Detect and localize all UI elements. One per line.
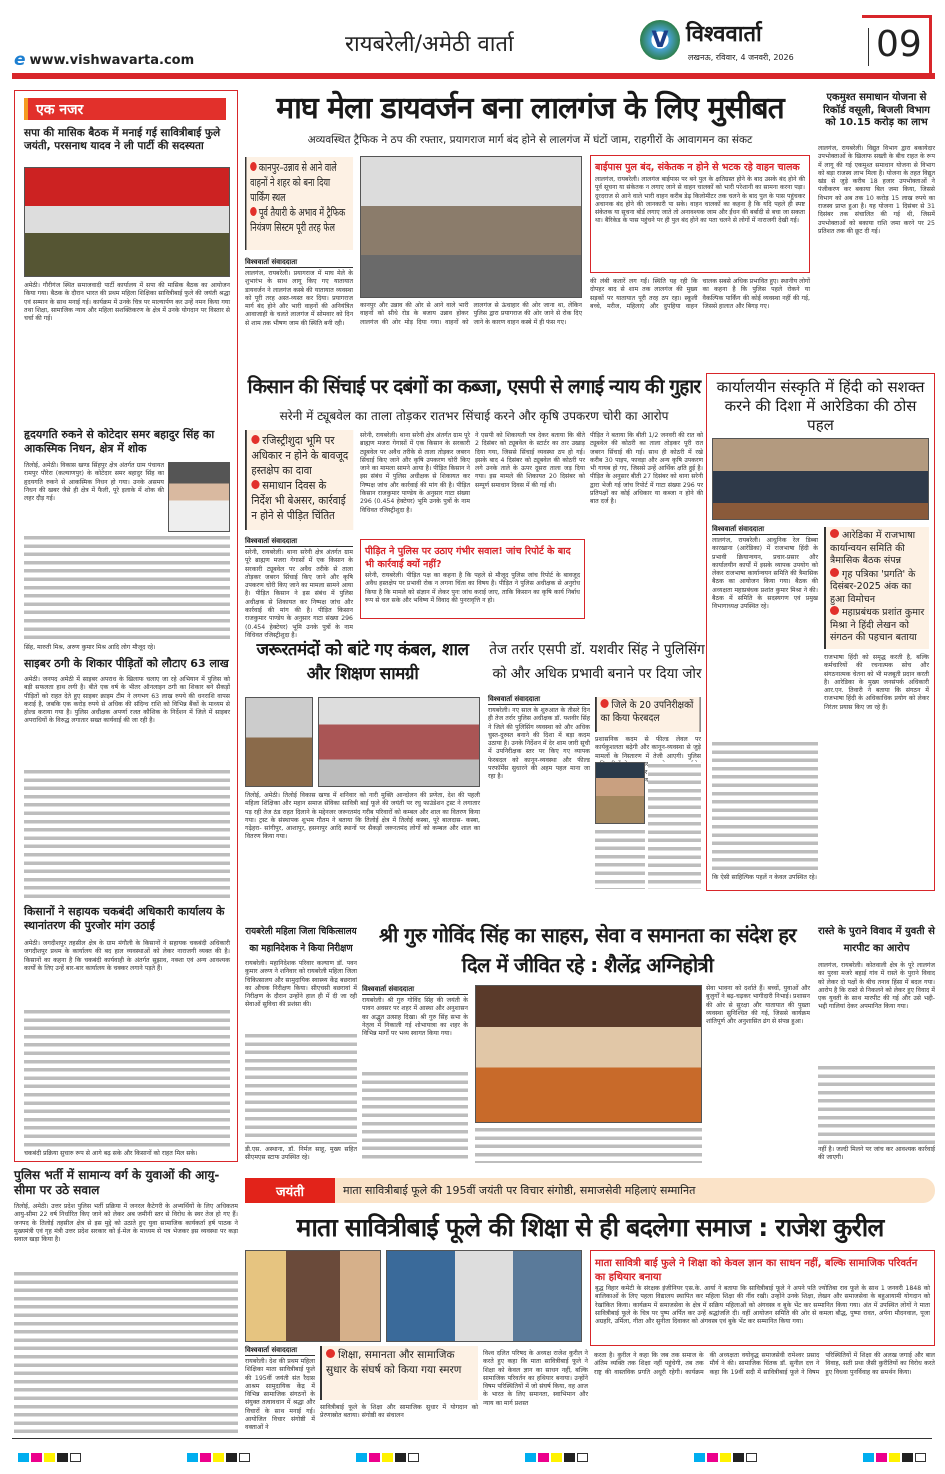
text-lines	[245, 1032, 357, 1144]
byline: विश्ववार्ता संवाददाता	[362, 985, 468, 995]
text-lines	[818, 1064, 935, 1146]
story-headline: जरूरतमंदों को बांटे गए कंबल, शाल और शिक्षण सामग्री	[256, 640, 469, 684]
story-tail: चकबंदी प्रक्रिया सुचारु रूप से आगे बढ़ सके और किसानों को राहत मिल सके।	[24, 1150, 198, 1157]
box-body: लालगंज, रायबरेली। लालगंज बाईपास पर बने पुल के क्षतिग्रस्त होने के बाद उसके बंद होने की पूर्व सूचना या संकेतक न लगाए जाने से वाहन चालकों को भारी परेशानी का सामना करना पड़ा। दूरदराज से आने वाले भारी वाहन करीब डेढ़ किलोमीटर तक चलने के बाद पुल के पास पहुंचकर अचानक बंद होने की जानकारी पा सके। वाहन चालकों का कहना है कि यदि पहले ही स्पष्ट संकेतक या सूचना बोर्ड लगाए जाते तो अनावश्यक जाम और ईंधन की बर्बादी से बचा जा सकता था। बैरिकेड के पास पहुंचने पर ही पुल बंद होने का पता चलने से लोगों में नाराजगी देखी गई।	[595, 176, 805, 225]
story-headline: श्री गुरु गोविंद सिंह का साहस, सेवा व समानता का संदेश हर दिल में जीवित रहे : शैलेंद्र अग्निहोत्री	[379, 923, 796, 977]
story-title: पुलिस भर्ती में सामान्य वर्ग के युवाओं की आयु-सीमा पर उठे सवाल	[14, 1168, 220, 1197]
story-headline: कार्यालयीन संस्कृति में हिंदी को सशक्त करने की दिशा में आरेडिका की ठोस पहल	[716, 378, 925, 434]
story-body: रायबरेली। देश की प्रथम महिला शिक्षिका माता सावित्रीबाई फूले की 195वीं जयंती संत रैदास आश्रम सामुदायिक केंद्र में विभिन्न सामाजिक संगठनों के संयुक्त तत्वावधान में श्रद्धा और विचारों के साथ मनाई गई। आयोजित विचार संगोष्ठी में वक्ताओं ने	[245, 1358, 315, 1432]
oredika-highlights	[824, 527, 929, 649]
photo-savitri-2	[386, 1250, 582, 1342]
story-body: अमेठी। गौरीगंज स्थित समाजवादी पार्टी कार्यालय में सपा की मासिक बैठक का आयोजन किया गया। बैठक के दौरान भारत की प्रथम महिला शिक्षिका सावित्रीबाई फुले की जयंती श्रद्धा एवं सम्मान के साथ मनाई गई। कार्यक्रम में उनके चित्र पर माल्यार्पण कर उन्हें नमन किया गया तथा शिक्षा, सामाजिक न्याय और महिला सशक्तिकरण के क्षेत्र में उनके योगदान पर विस्तार से चर्चा की गई।	[24, 282, 230, 323]
story-headline: किसान की सिंचाई पर दबंगों का कब्जा, एसपी से लगाई न्याय की गुहार	[247, 375, 701, 398]
story-body: सरेनी, रायबरेली। थाना सरेनी क्षेत्र अंतर्गत ग्राम पूरे ब्राह्मण मजरा गेगासों में एक किसान के सरकारी ट्यूबवेल पर अवैध तरीके से ताला तोड़कर जबरन सिंचाई किए जाने और कृषि उपकरण चोरी किए जाने का मामला सामने आया है। पीड़ित किसान ने इस संबंध में पुलिस अधीक्षक से शिकायत कर निष्पक्ष जांच और कार्रवाई की मांग की है। पीड़ित किसान राजकुमार पाण्डेय के अनुसार गाटा संख्या 296 (0.454 हेक्टेयर) भूमि उनके पुत्रों के नाम विधिवत रजिस्ट्रीशुदा है।	[360, 432, 470, 514]
bullet-icon	[830, 529, 839, 538]
photo-blanket-2	[318, 697, 480, 787]
story-subheadline: सरेनी में ट्यूबवेल का ताला तोड़कर रातभर सिंचाई करने और कृषि उपकरण चोरी का आरोप	[279, 409, 669, 423]
kicker: माता सावित्रीबाई फूले की 195वीं जयंती पर विचार संगोष्ठी, समाजसेवी महिलाएं सम्मानित	[343, 1184, 696, 1197]
highlight-item: शिक्षा, समानता और सामाजिक सुधार के संघर्ष को किया गया स्मरण	[326, 1349, 462, 1376]
bullet-icon	[600, 699, 608, 708]
page-number: 09	[876, 24, 922, 65]
story-body: लालगंज, रायबरेली। विद्युत विभाग द्वारा बकायेदार उपभोक्ताओं के खिलाफ सख्ती के बीच राहत के रूप में लागू की गई एकमुश्त समाधान योजना से विभाग को बड़ा राजस्व लाभ मिला है। योजना के तहत विद्युत खंड से जुड़े करीब 18 हजार उपभोक्ताओं ने पंजीकरण कर बकाया बिल जमा किया, जिससे विभाग को अब तक 10 करोड़ 15 लाख रुपये का राजस्व प्राप्त हुआ है। यह योजना 1 दिसंबर से 31 दिसंबर तक संचालित की गई थी, जिसमें उपभोक्ताओं को बकाया राशि जमा करने पर 25 प्रतिशत तक की छूट दी गई।	[818, 145, 935, 235]
box-body: बुद्ध विहार कमेटी के संरक्षक इंजीनियर एस.के. आर्या ने बताया कि सावित्रीबाई फूले ने अपने पति ज्योतिबा राव फूले के साथ 1 जनवरी 1848 को बालिकाओं के लिए पहला विद्यालय स्थापित कर महिला शिक्षा की नींव रखी। उन्होंने उनके शिक्षा, लेखन और समाजसेवा के बहुआयामी योगदान को रेखांकित किया। कार्यक्रम में समाजसेवा के क्षेत्र में सक्रिय महिलाओं को अंगवस्त्र व बुके भेंट कर सम्मानित किया गया। अंत में उपस्थित लोगों ने माता सावित्रीबाई फूले के चित्र पर पुष्प अर्पित कर उन्हें श्रद्धांजलि दी। वहीं आयोजन समिति की ओर से कमला बौद्ध, पुष्पा रावत, अर्पना मौदनवाल, पूजा अग्रहरि, उर्मिला, गीता और सुनीता दिवाकर को अंगवस्त्र एवं बुके भेंट कर सम्मानित किया गया।	[595, 1285, 930, 1326]
text-lines	[712, 740, 818, 870]
story-body: रायबरेली। महानिदेशक परिवार कल्याण डॉ. पवन कुमार अरुण ने शनिवार को रायबरेली महिला जिला चिकित्सालय और सामुदायिक स्वास्थ्य केंद्र बछरावां का औचक निरीक्षण किया। सीएचसी बछरावां में निरीक्षण के दौरान उन्होंने हाल ही में दी जा रही सेवाओं सुविधा की प्रशंसा की।	[245, 960, 357, 1009]
photo-guru-gobind-singh-event	[475, 985, 702, 1123]
photo-sp	[595, 762, 645, 824]
highlight-item: कानपुर–उन्नाव से आने वाले वाहनों ने शहर को बना दिया पार्किंग स्थल	[250, 161, 337, 204]
story-title: रास्ते के पुराने विवाद में युवती से मारपीट का आरोप	[818, 926, 935, 954]
page-number-box	[862, 15, 932, 75]
story-headline: माता सावित्रीबाई फूले की शिक्षा से ही बदलेगा समाज : राजेश कुरील	[296, 1213, 884, 1242]
story-body: रायबरेली। नए साल के शुरुआत के तीसरे दिन ही तेज तर्रार पुलिस अधीक्षक डॉ. यशवीर सिंह ने जिले की पुलिसिंग व्यवस्था को और अधिक चुस्त-दुरुस्त बनाने की दिशा में बड़ा कदम उठाया है। उनके निर्देशन में देर शाम जारी सूची में उपनिरीक्षक स्तर पर किए गए व्यापक फेरबदल को कानून-व्यवस्था और फील्ड परफॉर्मेंस सुधारने की अहम पहल माना जा रहा है।	[488, 707, 590, 781]
box-title: माता सावित्री बाई फुले ने शिक्षा को केवल ज्ञान का साधन नहीं, बल्कि सामाजिक परिवर्तन का हथियार बनाया	[595, 1258, 918, 1283]
bullet-icon	[830, 606, 839, 615]
lead-body: की लंबी कतारें लग गईं। स्थिति यह रही कि दोपहर बाद से शाम तक लालगंज की मुख्य सड़कों पर यातायात पूरी तरह ठप रहा। स्कूली बच्चे, मरीज, महिलाएं और दुपहिया वाहन चालक सबसे अधिक प्रभावित हुए। स्थानीय लोगों का कहना है कि पुलिस पहले रोकने या वैकल्पिक पार्किंग की कोई व्यवस्था नहीं की गई, जिससे हालात और बिगड़ गए।	[590, 278, 811, 310]
print-registration-marks	[18, 1447, 928, 1466]
ek-nazar-tag: एक नजर	[24, 98, 226, 120]
photo-oredika-meeting	[712, 438, 929, 520]
story-title: रायबरेली महिला जिला चिकित्सालय का महानिदेशक ने किया निरीक्षण	[245, 926, 357, 954]
website-url[interactable]: e www.vishwavarta.com	[14, 50, 195, 70]
byline: विश्ववार्ता संवाददाता	[245, 258, 353, 268]
story-body: राजभाषा हिंदी को समृद्ध करती है, बल्कि कर्मचारियों की रचनात्मक सोच और संगठनात्मक चेतना को भी मजबूती प्रदान करती है। आरेडिका के मुख्य जनसंपर्क अधिकारी आर.एन. तिवारी ने बताया कि संगठन में राजभाषा हिंदी के अधिकाधिक प्रयोग को लेकर निरंतर प्रयास किए जा रहे हैं।	[824, 654, 929, 711]
photo-blanket-1	[245, 697, 313, 787]
section-title: रायबरेली/अमेठी वार्ता	[345, 32, 514, 57]
story-title: किसानों ने सहायक चकबंदी अधिकारी कार्यालय के स्थानांतरण की पुरजोर मांग उठाई	[24, 905, 225, 932]
story-title: हृदयगति रुकने से कोटेदार समर बहादुर सिंह का आकस्मिक निधन, क्षेत्र में शोक	[24, 428, 215, 455]
sp-highlight	[595, 697, 701, 732]
story-body: सावित्रीबाई फूले के शिक्षा और सामाजिक सुधार में योगदान को प्रेरणास्रोत बताया। संगोष्ठी का संचालन	[320, 1404, 478, 1420]
story-title: सपा की मासिक बैठक में मनाई गई सावित्रीबाई फुले जयंती, परसनाथ यादव ने ली पार्टी की सदस्यता	[24, 127, 221, 153]
police-question-box	[360, 539, 585, 619]
color-swatch-group	[525, 1447, 590, 1466]
text-lines	[362, 1070, 468, 1162]
text-lines	[648, 762, 701, 889]
story-title: साइबर ठगी के शिकार पीड़ितों को लौटाए 63 लाख	[24, 657, 229, 670]
story2-highlights	[245, 430, 353, 530]
color-swatch-group	[187, 1447, 252, 1466]
bullet-icon	[250, 207, 257, 216]
header-rule	[12, 73, 935, 79]
lead-highlights	[245, 157, 353, 250]
color-swatch-group	[18, 1447, 83, 1466]
photo-savitri-1	[245, 1250, 381, 1342]
highlight-item: रजिस्ट्रीशुदा भूमि पर अधिकार न होने के बावजूद हस्तक्षेप का दावा	[251, 434, 349, 477]
story-body: विश्व दलित परिषद के अध्यक्ष राजेश कुरील ने करते हुए कहा कि माता सावित्रीबाई फूले ने शिक्षा को केवल ज्ञान का साधन नहीं, बल्कि सामाजिक परिवर्तन का हथियार बनाया। उन्होंने विषम परिस्थितियों में जो संघर्ष किया, वह आज के भारत के लिए समानता, स्वाभिमान और न्याय का मार्ग प्रशस्त	[483, 1350, 588, 1407]
color-swatch-group	[863, 1447, 928, 1466]
story-body: तिलोई, अमेठी। विकास खण्ड सिंहपुर क्षेत्र अंतर्गत ग्राम पंचायत रामपुर पौरेरा (कल्याणपुर) के कोटेदार समर बहादुर सिंह का हृदयगति रुकने से आकस्मिक निधन हो गया। उनके असमय निधन की खबर जैसे ही क्षेत्र में फैली, पूरे इलाके में शोक की लहर दौड़ गई।	[24, 462, 164, 503]
lead-body: लालगंज, रायबरेली। प्रयागराज में माघ मेले के शुभारंभ के साथ लागू किए गए यातायात डायवर्जन ने लालगंज कस्बे की यातायात व्यवस्था को पूरी तरह अस्त-व्यस्त कर दिया। प्रयागराज मार्ग बंद होने और भारी वाहनों की अनियंत्रित आवाजाही के चलते लालगंज में सोमवार को दिन से शाम तक भीषण जाम की स्थिति बनी रही।	[245, 270, 353, 327]
box-title: बाईपास पुल बंद, संकेतक न होने से भटक रहे वाहन चालक	[595, 162, 800, 173]
box-title: पीड़ित ने पुलिस पर उठाए गंभीर सवाल! जांच रिपोर्ट के बाद भी कार्रवाई क्यों नहीं?	[365, 546, 571, 570]
text-lines	[475, 1126, 702, 1163]
jayanti-tag: जयंती	[245, 1178, 335, 1203]
story-body: करता है। कुरील ने कहा कि जब तक समाज के अंतिम व्यक्ति तक शिक्षा नहीं पहुंचेगी, तब तक राष्ट्र की वास्तविक प्रगति अधूरी रहेगी। कार्यक्रम की अध्यक्षता वयोवृद्ध समाजसेवी रामेश्वर प्रसाद मौर्य ने की। सामाजिक चिंतक डॉ. सुनील दत्त ने कहा कि 19वीं सदी में सावित्रीबाई फूले ने विषम परिस्थितियों में शिक्षा की अलख जगाई और बाल विवाह, सती प्रथा जैसी कुरीतियों का विरोध करते हुए विधवा पुनर्विवाह का समर्थन किया।	[594, 1352, 935, 1376]
bullet-icon	[250, 162, 257, 171]
story-body: रायबरेली। श्री गुरु गोविंद सिंह की जयंती के पावन अवसर पर शहर में आस्था और अनुशासन का अद्भुत उत्साह दिखा। श्री गुरु सिंह सभा के नेतृत्व में निकाली गई शोभायात्रा का शहर के विभिन्न मार्गों पर भव्य स्वागत किया गया।	[362, 997, 468, 1038]
story-tail: डी.एस. अस्थाना, डॉ. निर्मल साहू, मुख्य सहित सीएमएस स्टाफ उपस्थित रहे।	[245, 1146, 357, 1162]
browser-e-icon: e	[14, 50, 26, 70]
lead-headline: माघ मेला डायवर्जन बना लालगंज के लिए मुसीबत	[276, 91, 784, 126]
story-body: लालगंज, रायबरेली। कोतवाली क्षेत्र के पूरे लालगंज का पुरवा मजरे बहाई गांव में रास्ते के पुराने विवाद को लेकर दो पक्षों के बीच तनाव हिंसा में बदल गया। आरोप है कि रास्ते से निकलने को लेकर हुए विवाद में एक युवती के साथ मारपीट की गई और उसे भद्दी-भद्दी गालियां देकर अपमानित किया गया।	[818, 962, 935, 1011]
story-body: सरेनी, रायबरेली। थाना सरेनी क्षेत्र अंतर्गत ग्राम पूरे ब्राह्मण मजरा गेगासों में एक किसान के सरकारी ट्यूबवेल पर अवैध तरीके से ताला तोड़कर जबरन सिंचाई किए जाने और कृषि उपकरण चोरी किए जाने का मामला सामने आया है। पीड़ित किसान ने इस संबंध में पुलिस अधीक्षक से शिकायत कर निष्पक्ष जांच और कार्रवाई की मांग की है। पीड़ित किसान राजकुमार पाण्डेय के अनुसार गाटा संख्या 296 (0.454 हेक्टेयर) भूमि उनके पुत्रों के नाम विधिवत रजिस्ट्रीशुदा है।	[245, 549, 353, 639]
byline: विश्ववार्ता संवाददाता	[712, 525, 818, 535]
text-lines	[24, 1008, 230, 1148]
bullet-icon	[830, 568, 839, 577]
highlight-item: समाधान दिवस के निर्देश भी बेअसर, कार्रवाई न होने से पीड़ित चिंतित	[251, 479, 346, 522]
story-body: प्रशासनिक कदम से फील्ड लेवल पर कार्यकुशलता बढ़ेगी और कानून-व्यवस्था से जुड़े मामलों के निस्तारण में तेजी आएगी। पुलिस	[595, 736, 701, 760]
savitri-box	[590, 1250, 935, 1346]
text-lines	[14, 1270, 238, 1438]
photo-traffic-protest	[360, 156, 582, 298]
story-body: लालगंज, रायबरेली। आधुनिक रेल डिब्बा कारखाना (आरेडिका) में राजभाषा हिंदी के प्रभावी क्रियान्वयन, प्रचार-प्रसार और कार्यालयीन कार्यों में इसके व्यापक उपयोग को लेकर राजभाषा कार्यान्वयन समिति की त्रैमासिक बैठक का आयोजन किया गया। बैठक की अध्यक्षता महाप्रबंधक प्रशांत कुमार मिश्रा ने की। बैठक में समिति के सदस्यगण एवं प्रमुख विभागाध्यक्ष उपस्थित रहे।	[712, 537, 818, 611]
story-title: एकमुश्त समाधान योजना से रिकॉर्ड वसूली, बिजली विभाग को 10.15 करोड़ का लाभ	[823, 92, 930, 128]
story-body: पीड़ित ने बताया कि बीती 1/2 जनवरी की रात को ट्यूबवेल की कोठरी का ताला तोड़कर पूरी रात जबरन सिंचाई की गई। साथ ही कोठरी में रखे करीब 30 पाइप, फावड़ा और अन्य कृषि उपकरण भी गायब हो गए, जिससे उन्हें आर्थिक क्षति हुई है। पीड़ित के अनुसार बीती 27 दिसंबर को थाना सरेनी द्वारा भेजी गई जांच रिपोर्ट में गाटा संख्या 296 पर प्रतिपक्षों का कोई अधिकार या कब्जा न होने की बात दर्ज है।	[590, 432, 703, 506]
story-headline: तेज तर्रार एसपी डॉ. यशवीर सिंह ने पुलिसिंग को और अधिक प्रभावी बनाने पर दिया जोर	[489, 642, 705, 682]
text-lines	[24, 768, 230, 898]
highlight-item: आरेडिका में राजभाषा कार्यान्वयन समिति की त्रैमासिक बैठक संपन्न	[830, 530, 916, 566]
lead-body: कानपुर और उन्नाव की ओर से आने वाले भारी वाहनों को सीधे रोड के बजाय उन्नाव होकर लालगंज की ओर मोड़ दिया गया। वाहनों को लालगंज से ऊंचाहार की ओर जाना था, लेकिन पुलिस द्वारा प्रयागराज की ओर जाने से रोक दिए जाने के कारण वाहन कस्बे में ही फंस गए।	[360, 302, 582, 326]
brand-name: विश्ववार्ता	[686, 22, 762, 47]
photo-kotedar	[168, 462, 230, 532]
highlight-item: गृह पत्रिका 'प्रगति' के दिसंबर-2025 अंक का हुआ विमोचन	[830, 568, 916, 605]
story-tail: नहीं है। जल्दी मिलने पर जांच कर आवश्यक कार्रवाई की जाएगी।	[818, 1146, 935, 1162]
story-tail: सिंह, मारुती मिश्र, अरुण कुमार मिश्र आदि लोग मौजूद रहे।	[24, 644, 156, 651]
photo-sp-meeting	[24, 167, 230, 277]
story-body: अमेठी। जनपद अमेठी में साइबर अपराध के खिलाफ चलाए जा रहे अभियान में पुलिस को बड़ी सफलता हाथ लगी है। बीते एक वर्ष के भीतर ऑनलाइन ठगी का शिकार बने सैकड़ों पीड़ितों को राहत देते हुए साइबर क्राइम टीम ने लगभग 63 लाख रुपये की धनराशि वापस कराई है, जबकि एक करोड़ रुपये से अधिक की संदिग्ध राशि को विभिन्न बैंकों के माध्यम से होल्ड कराया गया है। पुलिस अधीक्षक अपर्णा रजत कौशिक के निर्देशन में जिले में साइबर अपराधियों के विरुद्ध लगातार सख्त कार्यवाई की जा रही है।	[24, 676, 230, 725]
byline: विश्ववार्ता संवाददाता	[245, 537, 353, 547]
footer-rule	[12, 1438, 932, 1439]
highlight-item: महाप्रबंधक प्रशांत कुमार मिश्रा ने हिंदी लेखन को संगठन की पहचान बताया	[830, 607, 925, 643]
story-body: तिलोई, अमेठी। तिलोई विकास खण्ड में शनिवार को नारी मुक्ति आन्दोलन की प्रणेता, देश की पहली महिला शिक्षिका और महान समाज सेविका सावित्री बाई फूले की जयंती पर रघु फाउंडेशन ट्रस्ट ने लगातार पड़ रही तेज ठंड राहत दिलाने के मद्देनजर जरूरतमंद गरीब परिवारों को कम्बल और शाल का वितरण किया गया। ट्रस्ट के संस्थापक शुभम गौतम ने बताया कि तिलोई क्षेत्र में तिलोई कस्बा, पूरे बालदास- कस्बा, गढ़ेहरा- सांगीपुर, आशापुर, हसनापुर आदि स्थानों पर सैकड़ों जरूरतमंद लोगों को कम्बल और शाल का वितरण किया गया।	[245, 792, 480, 841]
color-swatch-group	[694, 1447, 759, 1466]
dateline: लखनऊ, रविवार, 4 जनवरी, 2026	[688, 53, 794, 62]
bullet-icon	[326, 1349, 335, 1358]
story-body: तिलोई, अमेठी। उत्तर प्रदेश पुलिस भर्ती प्रक्रिया में जनरल कैटेगरी के अभ्यर्थियों के लिए अधिकतम आयु-सीमा 22 वर्ष निर्धारित किए जाने को लेकर अब जमीनी स्तर से विरोध के स्वर तेज हो गए हैं। जनपद के तिलोई तहसील क्षेत्र से इस मुद्दे को उठाते हुए युवा सामाजिक कार्यकर्ता हर्ष पाठक ने मुख्यमंत्री एवं गृह मंत्री उत्तर प्रदेश सरकार को ई-मेल के माध्यम से पत्र भेजकर इस व्यवस्था पर कड़ा सवाल खड़ा किया है।	[14, 1203, 238, 1244]
bullet-icon	[251, 435, 259, 444]
highlight-item: पूर्व तैयारी के अभाव में ट्रैफिक नियंत्रण सिस्टम पूरी तरह फेल	[250, 206, 346, 234]
lead-subheadline: अव्यवस्थित ट्रैफिक ने ठप की रफ्तार, प्रयागराज मार्ग बंद होने से लालगंज में घंटों जाम, राहगीरों के आवागमन का संकट	[307, 134, 753, 146]
byline: विश्ववार्ता संवाददाता	[245, 1346, 315, 1356]
bullet-icon	[251, 480, 259, 489]
box-body: सरेनी, रायबरेली। पीड़ित पक्ष का कहना है कि पहले से मौजूद पुलिस जांच रिपोर्ट के बावजूद अवैध हस्तक्षेप पर प्रभावी रोक न लगना चिंता का विषय है। पीड़ित ने पुलिस अधीक्षक से अनुरोध किया है कि मामले को संज्ञान में लेकर पुनः जांच कराई जाए, ताकि किसान का कृषि कार्य निर्बाध रूप से चल सके और भविष्य में विवाद की पुनरावृत्ति न हो।	[365, 572, 580, 604]
story-body: सेवा भावना को दर्शाते हैं। बच्चों, युवाओं और बुजुर्गों ने बढ़-चढ़कर भागीदारी निभाई। प्रशासन की ओर से सुरक्षा और यातायात की पुख्ता व्यवस्था सुनिश्चित की गई, जिससे कार्यक्रम शांतिपूर्ण और अनुशासित ढंग से संपन्न हुआ।	[706, 985, 810, 1026]
color-swatch-group	[356, 1447, 421, 1466]
jayanti-banner	[245, 1178, 935, 1203]
bypass-box	[590, 155, 810, 273]
story-body: अमेठी। जगदीशपुर तहसील क्षेत्र के ग्राम मंगौली के किसानों ने सहायक चकबंदी अधिकारी जगदीशपुर प्रथम के कार्यालय की बद हाल व्यवस्थाओं को लेकर नाराजगी व्यक्त की है। किसानों का कहना है कि चकबंदी कार्यवाही के अंतर्गत सुझाव, नक्शा एवं अन्य आवश्यक कार्यों के लिए उन्हें बार-बार कार्यालय के चक्कर लगाने पड़ते हैं।	[24, 940, 230, 972]
text-lines	[595, 828, 645, 889]
story-body: ने एसपी को शिकायती पत्र देकर बताया कि बीते 2 दिसंबर को ट्यूबवेल के स्टार्टर का तार उखाड़ दिया गया, जिससे सिंचाई व्यवस्था ठप हो गई। इसके बाद 4 दिसंबर को ट्यूबवेल की कोठरी पर लगे उनके ताले के ऊपर दूसरा ताला जड़ दिया गया। इस मामले की शिकायत 20 दिसंबर को सम्पूर्ण समाधान दिवस में की गई थी।	[475, 432, 585, 489]
brand-logo: V	[640, 20, 680, 60]
byline: विश्ववार्ता संवाददाता	[488, 695, 590, 705]
text-lines	[24, 534, 230, 642]
highlight-item: जिले के 20 उपनिरीक्षकों का किया फेरबदल	[600, 700, 694, 724]
savitri-highlight	[320, 1346, 478, 1400]
story-tail: कि ऐसी साहित्यिक पहलें न केवल उपस्थित रहे।	[712, 874, 817, 881]
